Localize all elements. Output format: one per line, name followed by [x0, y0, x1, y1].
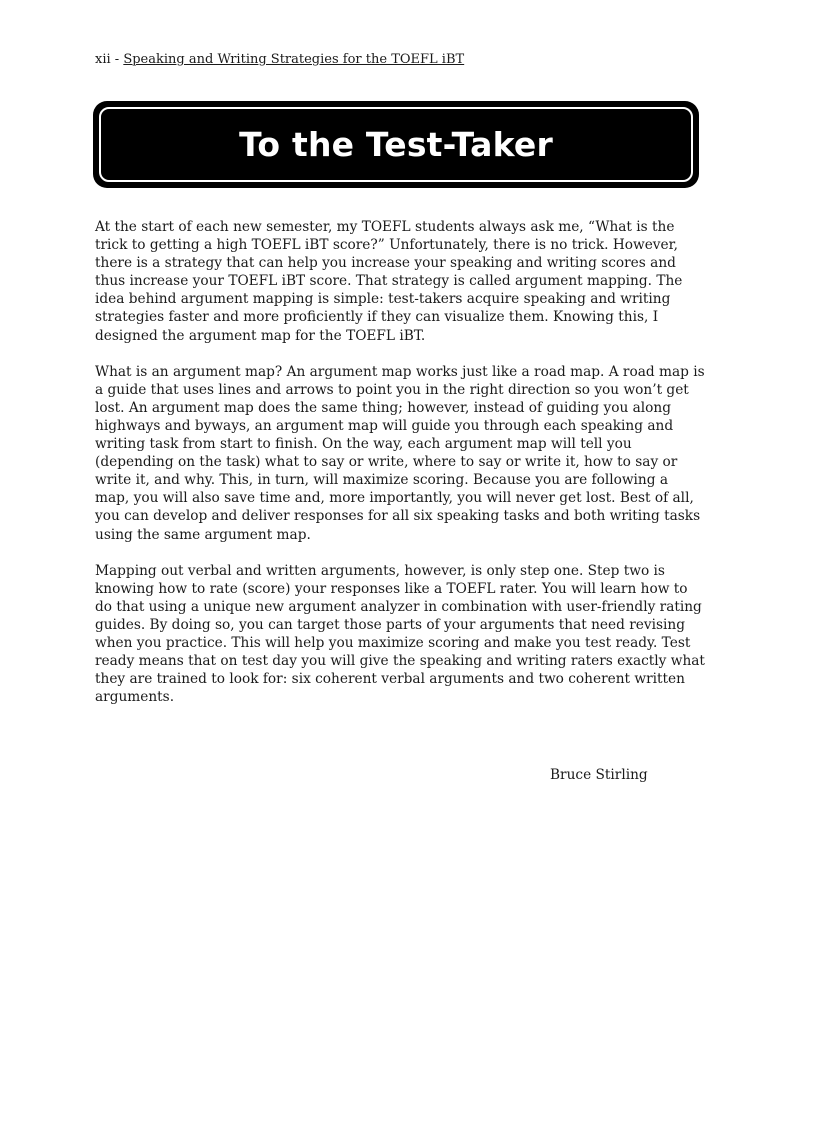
running-header: [95, 52, 464, 68]
paragraph-rating: Mapping out verbal and written arguments, however, is only step one. Step two is knowing how to rate (score) your responses like a TOEFL rater. You will learn how to do that using a unique new argument analyzer in combination with user-friendly rating guides. By doing so, you can target those parts of your arguments that need revising when you practice. This will help you maximize scoring and make you test ready. Test ready means that on test day you will give the speaking and writing raters exactly what they are trained to look for: six coherent verbal arguments and two coherent written arguments.: [95, 562, 705, 706]
body-text: [95, 218, 705, 724]
chapter-title: To the Test-Taker: [239, 125, 553, 164]
book-title: Speaking and Writing Strategies for the TOEFL iBT: [123, 52, 465, 67]
author-signature: Bruce Stirling: [550, 767, 648, 783]
page-number: xii: [95, 52, 111, 67]
title-banner-frame: [99, 107, 693, 182]
header-separator: -: [110, 52, 124, 67]
paragraph-intro: At the start of each new semester, my TOEFL students always ask me, “What is the trick to getting a high TOEFL iBT score?” Unfortunately, there is no trick. However, there is a strategy that can help you increase your speaking and writing scores and thus increase your TOEFL iBT score. That strategy is called argument mapping. The idea behind argument mapping is simple: test-takers acquire speaking and writing strategies faster and more proficiently if they can visualize them. Knowing this, I designed the argument map for the TOEFL iBT.: [95, 219, 683, 344]
title-banner: [93, 101, 699, 188]
paragraph-argument-map: What is an argument map? An argument map works just like a road map. A road map is a guide that uses lines and arrows to point you in the right direction so you won’t get lost. An argument map does the same thing; however, instead of guiding you along highways and byways, an argument map will guide you through each speaking and writing task from start to finish. On the way, each argument map will tell you (depending on the task) what to say or write, where to say or write it, how to say or write it, and why. This, in turn, will maximize scoring. Because you are following a map, you will also save time and, more importantly, you will never get lost. Best of all, you can develop and deliver responses for all six speaking tasks and both writing tasks using the same argument map.: [95, 363, 705, 543]
